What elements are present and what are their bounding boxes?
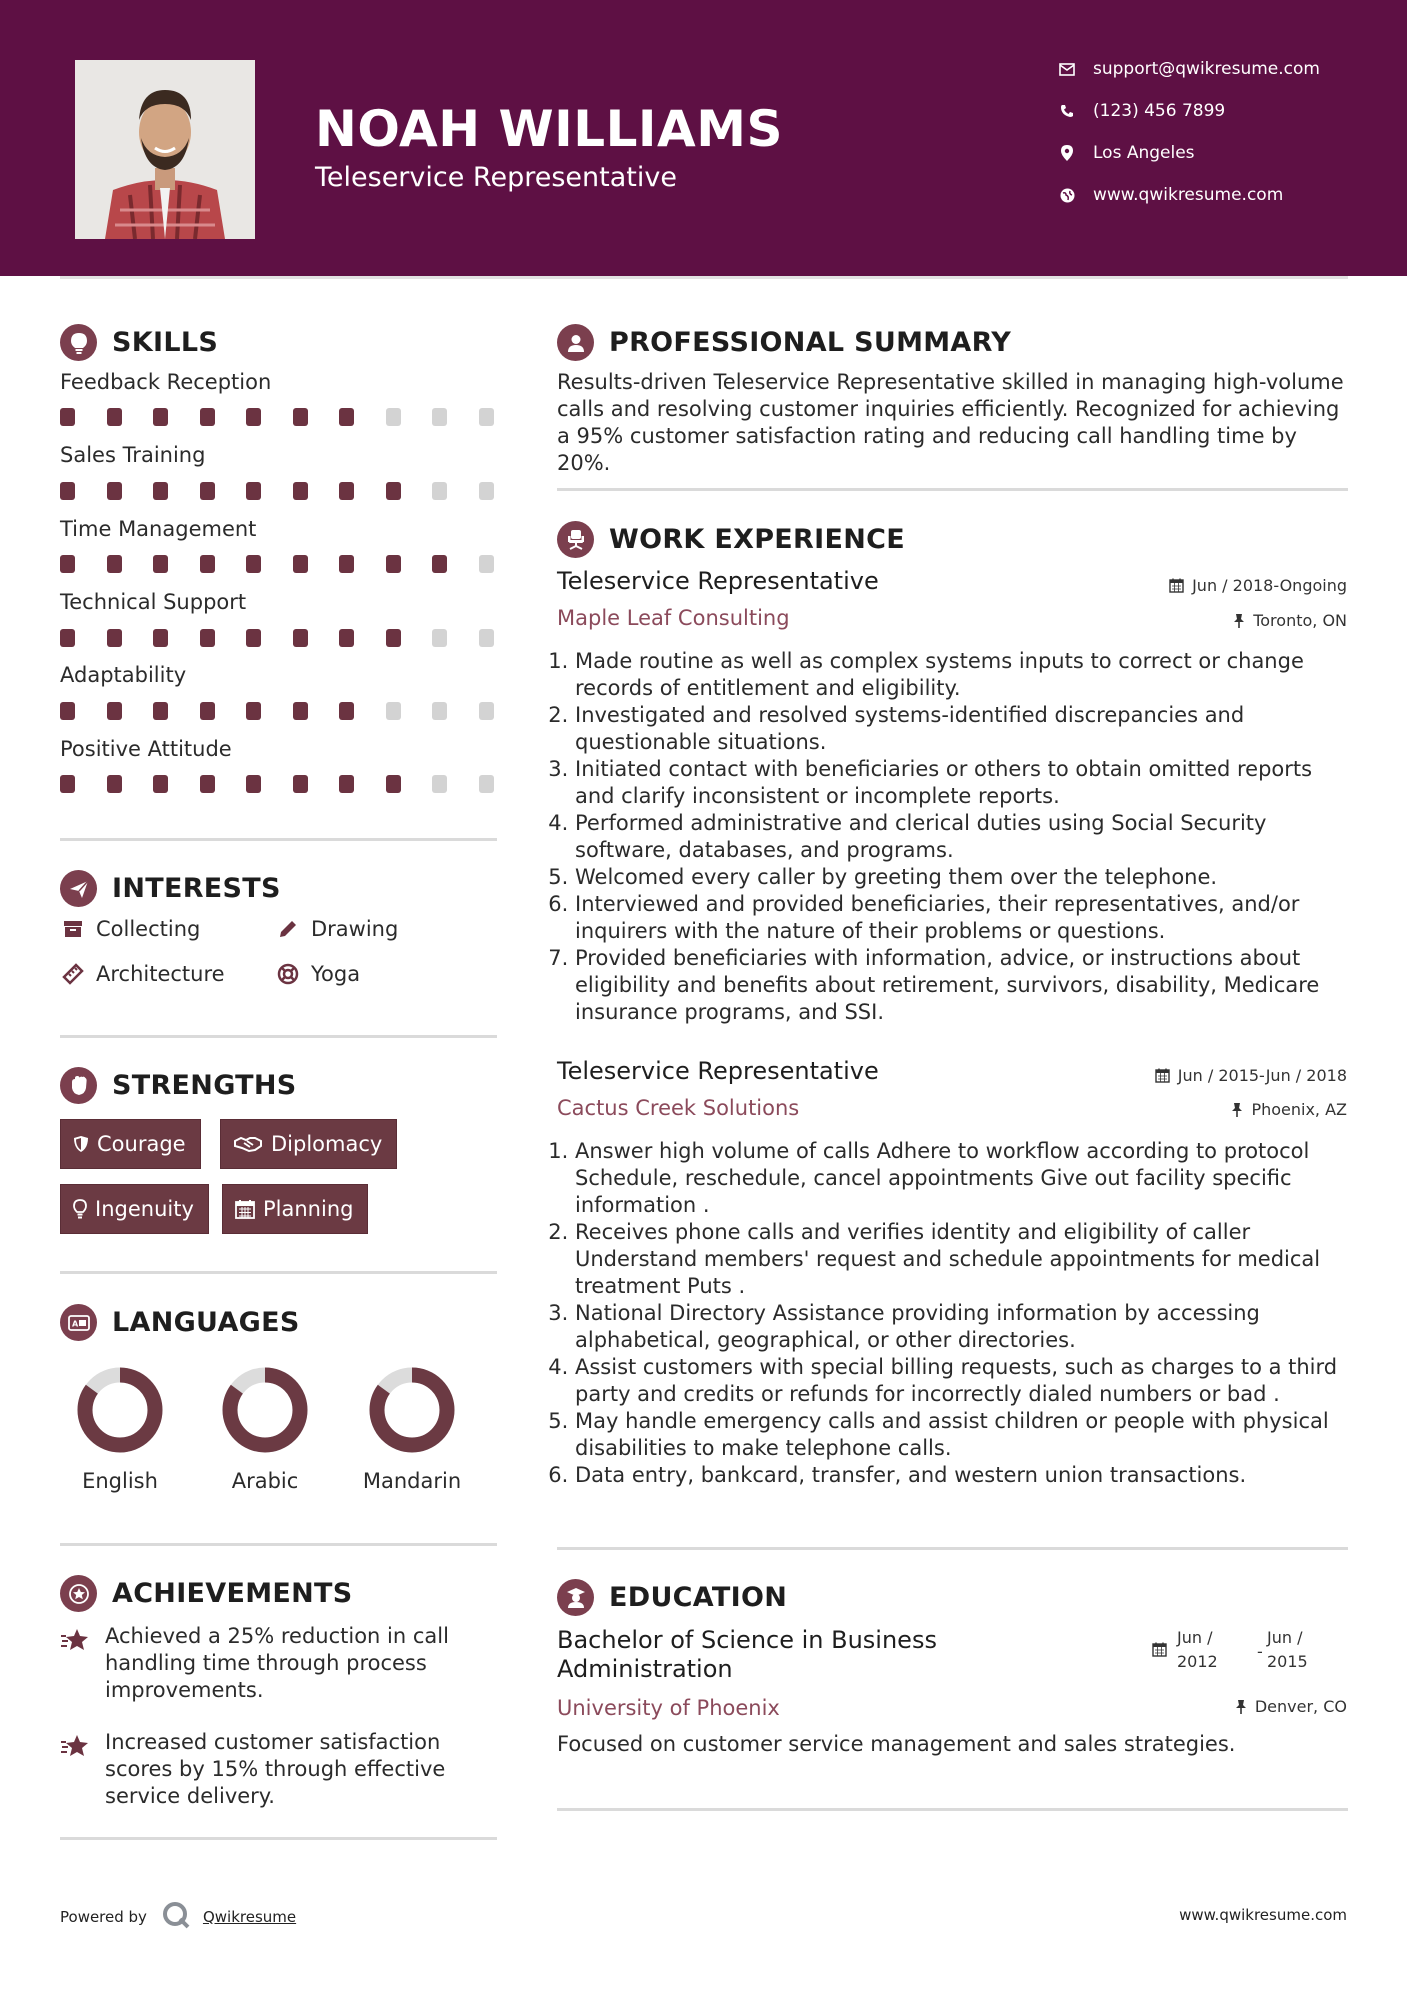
skill-name: Feedback Reception	[60, 370, 272, 394]
calendar-icon	[1152, 1642, 1167, 1661]
interests-heading	[60, 870, 281, 907]
skill-dot-filled	[60, 482, 75, 500]
skill-dot-filled	[246, 482, 261, 500]
skill-rating	[60, 775, 500, 793]
skill-dot-filled	[107, 555, 122, 573]
language-item	[342, 1365, 482, 1493]
skill-dot-filled	[293, 702, 308, 720]
language-label: English	[82, 1469, 158, 1493]
edu-date-dash: -	[1257, 1642, 1263, 1661]
company-name: Maple Leaf Consulting	[557, 606, 790, 630]
header-banner	[0, 0, 1407, 276]
thumbtack-icon	[1233, 613, 1245, 628]
section-divider	[60, 1035, 497, 1038]
job-location-text: Toronto, ON	[1253, 611, 1347, 630]
company-name: Cactus Creek Solutions	[557, 1096, 800, 1120]
job-location	[1233, 611, 1347, 630]
skill-dot-filled	[246, 775, 261, 793]
skills-heading	[60, 324, 218, 361]
job-dates-text: Jun / 2018-Ongoing	[1192, 576, 1347, 595]
contact-website[interactable]	[1055, 180, 1375, 210]
skill-dot-empty	[479, 408, 494, 426]
skill-dot-filled	[153, 555, 168, 573]
skill-dot-filled	[339, 555, 354, 573]
calendar-icon	[1155, 1068, 1170, 1083]
skill-dot-empty	[432, 775, 447, 793]
skill-dot-filled	[200, 629, 215, 647]
job-duties	[557, 648, 1347, 1026]
contact-email[interactable]	[1055, 54, 1375, 84]
achievements-heading	[60, 1575, 353, 1612]
duty-item: 1. Made routine as well as complex systems inputs to correct or change records of entitlement and eligibility.	[575, 648, 1347, 702]
contact-website-text: www.qwikresume.com	[1093, 185, 1284, 205]
thumbtack-icon	[1235, 1699, 1247, 1714]
section-divider	[557, 1808, 1348, 1811]
paper-plane-icon	[60, 870, 97, 907]
skill-dot-empty	[479, 482, 494, 500]
location-pin-icon	[1055, 145, 1079, 161]
duty-item: 4. Assist customers with special billing requests, such as charges to a third party and credits or refunds for incorrectly dialed numbers or bad .	[575, 1354, 1347, 1408]
strengths-heading	[60, 1067, 297, 1104]
pencil-icon	[275, 919, 301, 939]
qwikresume-logo-icon	[161, 1900, 191, 1934]
languages-title: LANGUAGES	[112, 1307, 300, 1338]
achievement-text: Increased customer satisfaction scores by 15% through effective service delivery.	[105, 1730, 446, 1808]
skill-dot-empty	[479, 702, 494, 720]
job-title: Teleservice Representative	[557, 1057, 879, 1085]
language-donut	[220, 1365, 310, 1455]
languages-heading	[60, 1304, 300, 1341]
handshake-icon	[233, 1135, 263, 1153]
skill-dot-empty	[432, 408, 447, 426]
summary-text: Results-driven Teleservice Representative skilled in managing high-volume calls and resolving customer inquiries efficiently. Recognized for achieving a 95% customer satisfaction rating and reducing call handling time by 20%.	[557, 370, 1344, 475]
skill-dot-empty	[432, 702, 447, 720]
lightbulb-icon	[73, 1199, 87, 1219]
archive-box-icon	[60, 920, 86, 938]
skill-name: Sales Training	[60, 443, 206, 467]
contact-phone[interactable]	[1055, 96, 1375, 126]
language-label: Arabic	[231, 1469, 299, 1493]
skill-dot-filled	[153, 482, 168, 500]
skill-dot-filled	[200, 408, 215, 426]
job-location	[1231, 1100, 1347, 1119]
candidate-name: NOAH WILLIAMS	[315, 100, 783, 158]
achievement-item	[60, 1623, 500, 1704]
office-chair-icon	[557, 521, 594, 558]
section-divider	[60, 838, 497, 841]
duty-item: 3. National Directory Assistance providing information by accessing alphabetical, geographical, or other directories.	[575, 1300, 1347, 1354]
skill-name: Technical Support	[60, 590, 247, 614]
contact-location-text: Los Angeles	[1093, 143, 1195, 163]
qwikresume-link[interactable]: Qwikresume	[202, 1908, 297, 1926]
svg-text:A: A	[71, 1319, 78, 1328]
skill-dot-filled	[293, 408, 308, 426]
user-icon	[557, 324, 594, 361]
calendar-icon	[1169, 578, 1184, 593]
language-item	[195, 1365, 335, 1493]
skill-rating	[60, 555, 500, 573]
skill-dot-filled	[339, 702, 354, 720]
skill-dot-empty	[432, 482, 447, 500]
header-divider	[60, 276, 1348, 279]
duty-item: 2. Investigated and resolved systems-identified discrepancies and questionable situations.	[575, 702, 1347, 756]
skill-dot-filled	[386, 629, 401, 647]
job-dates-text: Jun / 2015-Jun / 2018	[1177, 1066, 1347, 1085]
edu-start-month: Jun /	[1177, 1628, 1213, 1647]
skill-dot-filled	[339, 629, 354, 647]
achievements-title: ACHIEVEMENTS	[112, 1578, 353, 1609]
language-card-icon	[60, 1304, 97, 1341]
degree-name: Bachelor of Science in Business	[557, 1626, 937, 1654]
skill-dot-filled	[60, 555, 75, 573]
skill-rating	[60, 482, 500, 500]
section-divider	[60, 1837, 497, 1840]
skill-dot-filled	[60, 702, 75, 720]
section-divider	[60, 1543, 497, 1546]
contact-phone-text: (123) 456 7899	[1093, 101, 1226, 121]
strength-tag	[222, 1184, 368, 1234]
interest-label: Collecting	[96, 917, 201, 941]
interest-item	[60, 962, 225, 986]
education-description: Focused on customer service management and sales strategies.	[557, 1732, 1236, 1756]
skill-dot-filled	[200, 482, 215, 500]
section-divider	[557, 488, 1348, 491]
phone-icon	[1055, 104, 1079, 118]
job-dates	[1155, 1066, 1347, 1085]
edu-start-year: 2012	[1177, 1652, 1218, 1671]
duty-item: 7. Provided beneficiaries with information, advice, or instructions about eligibility and benefits about retirement, survivors, disability, Medicare insurance programs, and SSI.	[575, 945, 1347, 1026]
skill-dot-empty	[479, 555, 494, 573]
job-dates	[1169, 576, 1347, 595]
skill-dot-filled	[107, 775, 122, 793]
skill-dot-filled	[60, 408, 75, 426]
skill-dot-filled	[153, 629, 168, 647]
candidate-role: Teleservice Representative	[315, 162, 677, 193]
globe-icon	[1055, 188, 1079, 203]
education-location	[1235, 1697, 1347, 1716]
experience-title: WORK EXPERIENCE	[609, 524, 905, 555]
skill-dot-filled	[293, 775, 308, 793]
star-badge-icon	[60, 1575, 97, 1612]
education-dates	[1152, 1628, 1348, 1676]
skill-dot-filled	[339, 482, 354, 500]
duty-item: 5. May handle emergency calls and assist children or people with physical disabilities to make telephone calls.	[575, 1408, 1347, 1462]
graduate-icon	[557, 1579, 594, 1616]
strengths-title: STRENGTHS	[112, 1070, 297, 1101]
interest-label: Architecture	[96, 962, 225, 986]
education-location-text: Denver, CO	[1254, 1697, 1347, 1716]
language-item	[50, 1365, 190, 1493]
skill-dot-filled	[60, 775, 75, 793]
achievement-item	[60, 1729, 500, 1810]
footer-url[interactable]: www.qwikresume.com	[1179, 1906, 1347, 1924]
job-location-text: Phoenix, AZ	[1251, 1100, 1347, 1119]
skill-name: Adaptability	[60, 663, 187, 687]
calendar-icon	[235, 1199, 255, 1219]
skill-dot-empty	[479, 775, 494, 793]
skill-dot-filled	[107, 482, 122, 500]
skill-dot-filled	[386, 775, 401, 793]
duty-item: 5. Welcomed every caller by greeting them over the telephone.	[575, 864, 1347, 891]
achievement-text: Achieved a 25% reduction in call handling time through process improvements.	[105, 1624, 449, 1702]
skill-dot-filled	[293, 555, 308, 573]
degree-name-cont: Administration	[557, 1655, 733, 1683]
skill-dot-filled	[153, 702, 168, 720]
experience-heading	[557, 521, 905, 558]
lightbulb-icon	[60, 324, 97, 361]
skill-dot-filled	[386, 555, 401, 573]
skill-dot-filled	[339, 775, 354, 793]
skill-rating	[60, 702, 500, 720]
star-icon	[60, 1729, 90, 1810]
skill-dot-empty	[386, 702, 401, 720]
skill-dot-filled	[153, 408, 168, 426]
skill-dot-filled	[246, 702, 261, 720]
footer-powered-by	[60, 1900, 296, 1934]
summary-title: PROFESSIONAL SUMMARY	[609, 327, 1012, 358]
language-donut	[367, 1365, 457, 1455]
thumbtack-icon	[1231, 1102, 1243, 1117]
school-name: University of Phoenix	[557, 1696, 780, 1720]
email-icon	[1055, 63, 1079, 76]
strength-label: Planning	[263, 1197, 354, 1221]
skill-dot-filled	[200, 775, 215, 793]
skill-dot-filled	[107, 702, 122, 720]
lifebuoy-icon	[275, 963, 301, 985]
shield-icon	[73, 1135, 89, 1153]
interests-title: INTERESTS	[112, 873, 281, 904]
ruler-icon	[60, 963, 86, 985]
job-duties	[557, 1138, 1347, 1489]
skill-dot-filled	[60, 629, 75, 647]
language-label: Mandarin	[362, 1469, 462, 1493]
strength-label: Diplomacy	[271, 1132, 383, 1156]
skill-dot-filled	[246, 408, 261, 426]
strength-tag	[220, 1119, 397, 1169]
skill-name: Time Management	[60, 517, 257, 541]
skill-dot-filled	[293, 629, 308, 647]
duty-item: 4. Performed administrative and clerical duties using Social Security software, databases, and programs.	[575, 810, 1347, 864]
person-photo-icon	[75, 60, 255, 239]
section-divider	[557, 1547, 1348, 1550]
edu-end-year: 2015	[1267, 1652, 1308, 1671]
duty-item: 6. Data entry, bankcard, transfer, and western union transactions.	[575, 1462, 1347, 1489]
skill-dot-filled	[246, 629, 261, 647]
education-title: EDUCATION	[609, 1582, 788, 1613]
skill-dot-filled	[246, 555, 261, 573]
duty-item: 6. Interviewed and provided beneficiaries, their representatives, and/or inquirers with the nature of their problems or questions.	[575, 891, 1347, 945]
skill-dot-filled	[107, 408, 122, 426]
skill-rating	[60, 408, 500, 426]
skill-dot-filled	[153, 775, 168, 793]
skill-dot-empty	[479, 629, 494, 647]
skills-title: SKILLS	[112, 327, 219, 358]
duty-item: 3. Initiated contact with beneficiaries or others to obtain omitted reports and clarify inconsistent or incomplete reports.	[575, 756, 1347, 810]
skill-dot-filled	[107, 629, 122, 647]
language-donut	[75, 1365, 165, 1455]
summary-heading	[557, 324, 1011, 361]
job-title: Teleservice Representative	[557, 567, 879, 595]
powered-by-text: Powered by	[60, 1908, 147, 1926]
strength-tag	[60, 1119, 201, 1169]
profile-photo	[75, 60, 255, 239]
skill-dot-filled	[200, 555, 215, 573]
strength-label: Ingenuity	[95, 1197, 194, 1221]
interest-item	[275, 917, 398, 941]
strength-label: Courage	[97, 1132, 186, 1156]
interest-label: Yoga	[311, 962, 361, 986]
skill-dot-filled	[432, 555, 447, 573]
interest-item	[275, 962, 360, 986]
contact-email-text: support@qwikresume.com	[1093, 59, 1320, 79]
skill-rating	[60, 629, 500, 647]
skill-dot-filled	[339, 408, 354, 426]
skill-dot-empty	[386, 408, 401, 426]
star-icon	[60, 1623, 90, 1704]
skill-dot-filled	[386, 482, 401, 500]
skill-dot-filled	[200, 702, 215, 720]
interest-label: Drawing	[311, 917, 399, 941]
strength-tag	[60, 1184, 209, 1234]
skill-dot-empty	[432, 629, 447, 647]
edu-end-month: Jun /	[1267, 1628, 1303, 1647]
fist-icon	[60, 1067, 97, 1104]
education-heading	[557, 1579, 787, 1616]
skill-dot-filled	[293, 482, 308, 500]
interest-item	[60, 917, 200, 941]
duty-item: 2. Receives phone calls and verifies identity and eligibility of caller Understand members' request and schedule appointments for medical treatment Puts .	[575, 1219, 1347, 1300]
section-divider	[60, 1271, 497, 1274]
skill-name: Positive Attitude	[60, 737, 232, 761]
duty-item: 1. Answer high volume of calls Adhere to workflow according to protocol Schedule, reschedule, cancel appointments Give out facility specific information .	[575, 1138, 1347, 1219]
contact-location	[1055, 138, 1375, 168]
